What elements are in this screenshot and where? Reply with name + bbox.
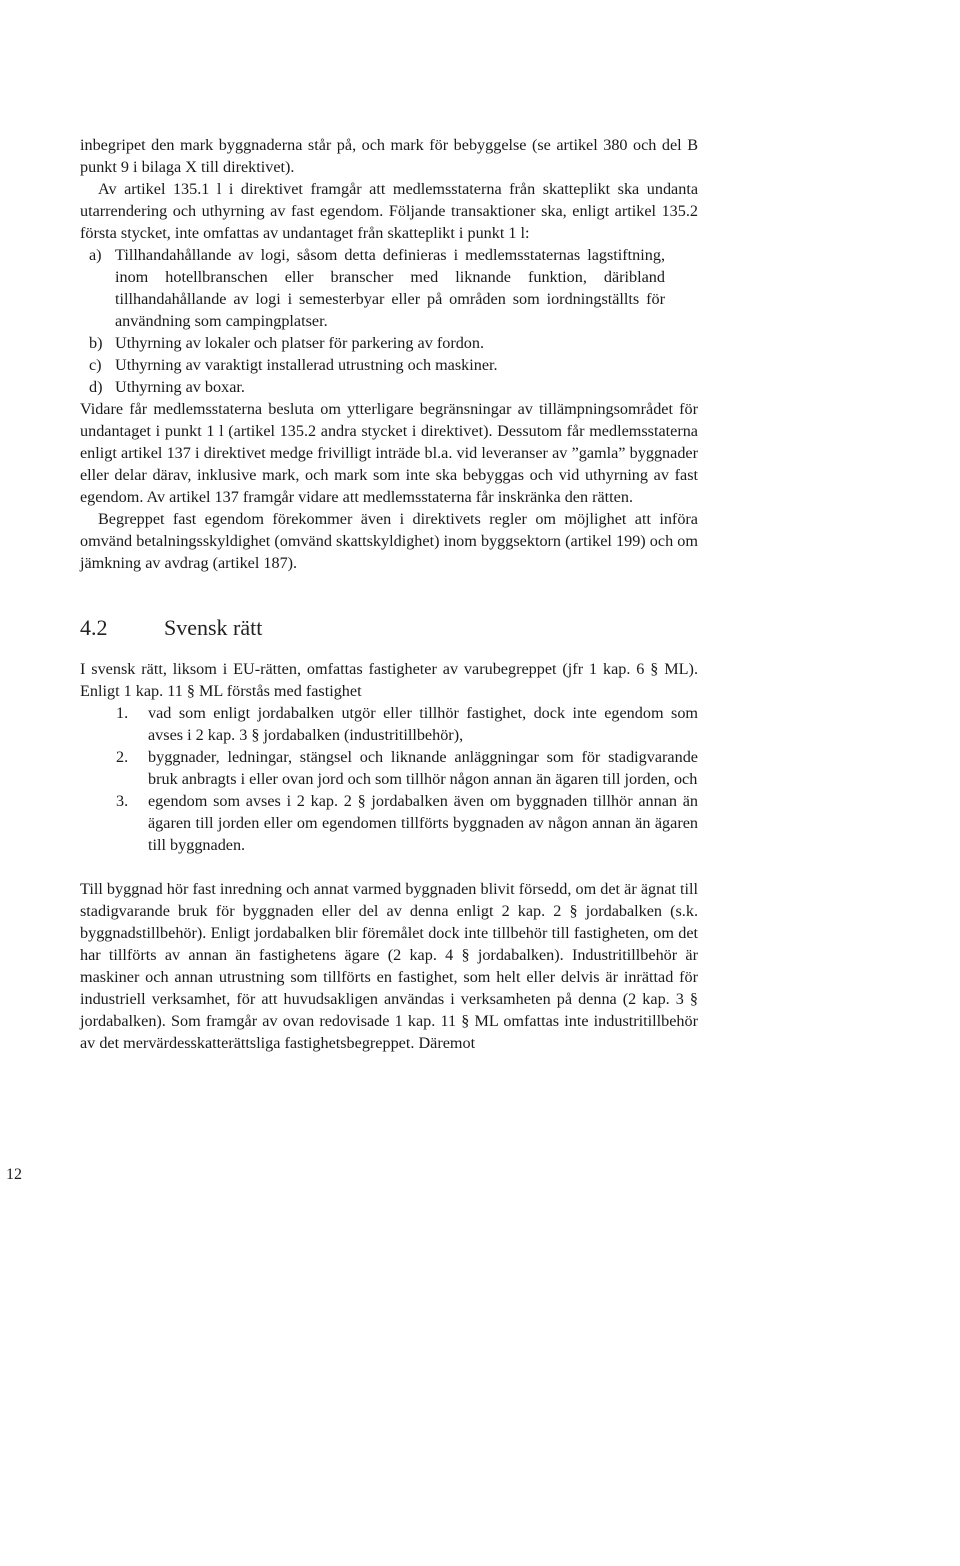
paragraph-article-135: Av artikel 135.1 l i direktivet framgår att medlemsstaterna från skatteplikt ska undanta utarrendering och uthyrning av fast egendom. Följande transaktioner ska, enligt artikel 135.2 första stycket, inte omfattas av undantaget från skatteplikt i punkt 1 l: <box>80 180 698 242</box>
list-item-text: Uthyrning av lokaler och platser för parkering av fordon. <box>115 334 485 352</box>
list-item <box>80 332 698 354</box>
section-title: Svensk rätt <box>164 615 263 640</box>
paragraph-building-fixtures: Till byggnad hör fast inredning och annat varmed byggnaden blivit försedd, om det är ägnat till stadigvarande bruk för byggnaden eller del av denna enligt 2 kap. 2 § jordabalken (s.k. byggnadstillbehör). Enligt jordabalken blir föremålet dock inte tillbehör till fastigheten, om det har tillförts av annan än fastighetens ägare (2 kap. 4 § jordabalken). Industritillbehör är maskiner och annan utrustning som tillförts en fastighet, som helt eller delvis är inrättad för industriell verksamhet, för att huvudsakligen användas i verksamheten på denna (2 kap. 3 § jordabalken). Som framgår av ovan redovisade 1 kap. 11 § ML omfattas inte industritillbehör av det mervärdesskatterättsliga fastighetsbegreppet. Däremot <box>80 880 698 1052</box>
list-marker: b) <box>89 334 103 352</box>
list-marker: 2. <box>116 748 129 766</box>
list-item <box>80 354 698 376</box>
list-marker: d) <box>89 378 103 396</box>
page-content <box>80 134 698 1054</box>
page-number: 12 <box>6 1166 22 1183</box>
list-item <box>80 244 698 332</box>
list-item-text: egendom som avses i 2 kap. 2 § jordabalken även om byggnaden tillhör annan än ägaren till jorden eller om egendomen tillförts byggnaden av någon annan än ägaren till byggnaden. <box>148 792 698 854</box>
list-marker: a) <box>89 246 102 264</box>
paragraph-intro: inbegripet den mark byggnaderna står på, och mark för bebyggelse (se artikel 380 och del B punkt 9 i bilaga X till direktivet). <box>80 136 698 176</box>
list-item-text: Uthyrning av boxar. <box>115 378 245 396</box>
section-number: 4.2 <box>80 615 108 640</box>
paragraph-additional-limits: Vidare får medlemsstaterna besluta om ytterligare begränsningar av tillämpningsområdet för undantaget i punkt 1 l (artikel 135.2 andra stycket i direktivet). Dessutom får medlemsstaterna enligt artikel 137 i direktivet medge frivilligt inträde bl.a. vid leveranser av ”gamla” byggnader eller delar därav, inklusive mark, och mark som inte ska bebyggas och vid uthyrning av fast egendom. Av artikel 137 framgår vidare att medlemsstaterna får inskränka den rätten. <box>80 400 698 506</box>
paragraph-swedish-law: I svensk rätt, liksom i EU-rätten, omfattas fastigheter av varubegreppet (jfr 1 kap. 6 § ML). Enligt 1 kap. 11 § ML förstås med fastighet <box>80 660 698 700</box>
section-heading <box>80 614 698 642</box>
list-item-text: vad som enligt jordabalken utgör eller tillhör fastighet, dock inte egendom som avses i 2 kap. 3 § jordabalken (industritillbehör), <box>148 704 698 744</box>
list-marker: c) <box>89 356 102 374</box>
list-item <box>80 790 698 856</box>
list-item-text: Uthyrning av varaktigt installerad utrustning och maskiner. <box>115 356 498 374</box>
paragraph-concept: Begreppet fast egendom förekommer även i direktivets regler om möjlighet att införa omvänd betalningsskyldighet (omvänd skattskyldighet) inom byggsektorn (artikel 199) och om jämkning av avdrag (artikel 187). <box>80 510 698 572</box>
property-definition-list <box>80 702 698 856</box>
list-item <box>80 702 698 746</box>
list-marker: 3. <box>116 792 129 810</box>
paragraph-spacer <box>80 856 698 878</box>
list-item <box>80 746 698 790</box>
list-item-text: byggnader, ledningar, stängsel och liknande anläggningar som för stadigvarande bruk anbragts i eller ovan jord och som tillhör någon annan än ägaren till jorden, och <box>148 748 698 788</box>
list-marker: 1. <box>116 704 129 722</box>
list-item <box>80 376 698 398</box>
exception-list <box>80 244 698 398</box>
list-item-text: Tillhandahållande av logi, såsom detta definieras i medlemsstaternas lagstiftning, inom hotellbranschen eller branscher med liknande funktion, däribland tillhandahållande av logi i semesterbyar eller på områden som iordningställts för användning som campingplatser. <box>115 246 665 330</box>
